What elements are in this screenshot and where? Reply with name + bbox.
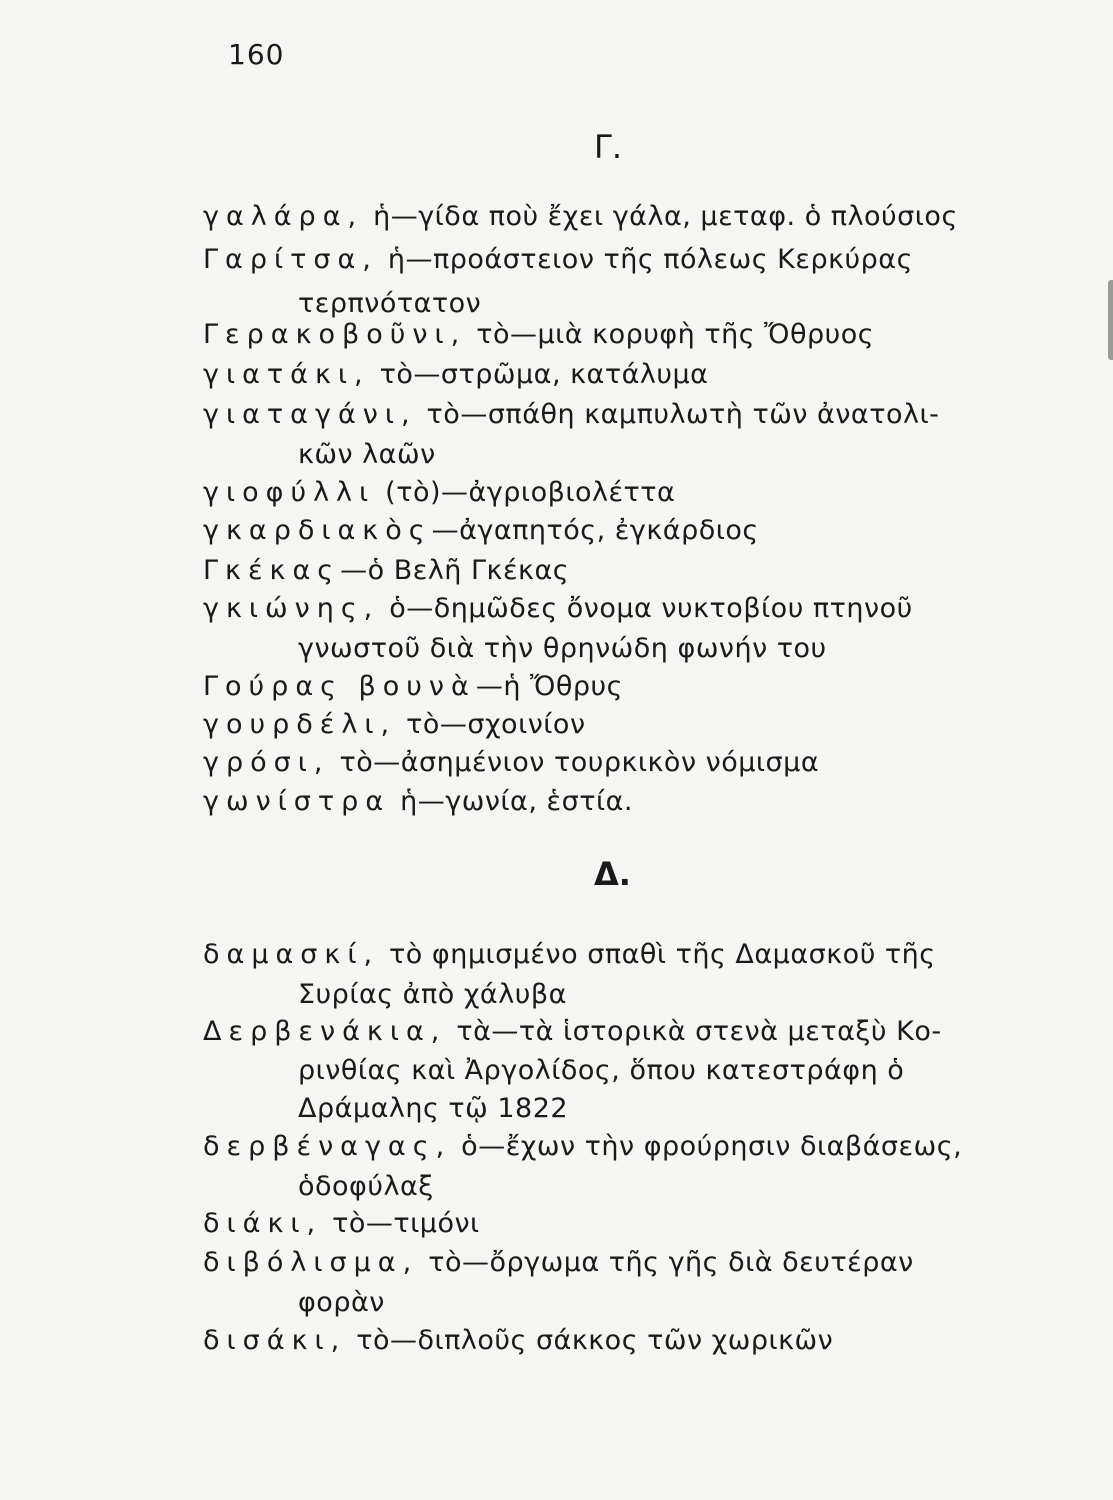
entry-definition: τὸ—ὄργωμα τῆς γῆς διὰ δευτέραν [428,1247,914,1278]
page-edge-mark [1108,280,1113,360]
dictionary-entry [203,356,1023,394]
entry-headword: διάκι, [203,1208,323,1239]
entry-continuation: γνωστοῦ διὰ τὴν θρηνώδη φωνήν του [298,633,827,664]
entry-definition: τὸ—στρῶμα, κατάλυμα [379,359,709,390]
dictionary-entry [203,744,1023,782]
dictionary-entry [203,783,1023,821]
entry-definition: ἡ—γίδα ποὺ ἔχει γάλα, μεταφ. ὁ πλούσιος [373,201,958,232]
entry-headword: γιαταγάνι, [203,399,417,430]
dictionary-entry [203,1128,1023,1166]
entry-definition: ἡ—γωνία, ἑστία. [400,786,633,817]
dictionary-entry [203,474,1023,512]
entry-headword: Δερβενάκια, [203,1016,447,1047]
dictionary-entry [203,668,1023,706]
entry-headword: γωνίστρα [203,786,391,817]
entry-continuation: ὁδοφύλαξ [298,1171,434,1202]
dictionary-entry [203,1244,1023,1282]
dictionary-entry [203,396,1023,434]
dictionary-entry [203,552,1023,590]
dictionary-entry [203,316,1023,354]
entry-headword: διβόλισμα, [203,1247,419,1278]
entry-continuation: Συρίας ἀπὸ χάλυβα [298,979,567,1010]
dictionary-entry [203,198,1023,236]
entry-headword: δαμασκί, [203,939,380,970]
entry-continuation: Δράμαλης τῷ 1822 [298,1093,569,1124]
entry-headword: γουρδέλι, [203,709,397,740]
entry-definition: τὸ—μιὰ κορυφὴ τῆς Ὄθρυος [476,319,875,350]
dictionary-entry [203,590,1023,628]
entry-definition: ὁ—ἔχων τὴν φρούρησιν διαβάσεως, [461,1131,963,1162]
entry-continuation: ρινθίας καὶ Ἀργολίδος, ὅπου κατεστράφη ὁ [298,1055,905,1086]
section-heading-gamma: Γ. [594,128,622,166]
page-number: 160 [228,38,285,71]
entry-headword: δερβέναγας, [203,1131,452,1162]
entry-headword: γκιώνης, [203,593,380,624]
entry-headword: δισάκι, [203,1325,347,1356]
dictionary-entry [203,241,1023,279]
entry-definition: τὸ—σχοινίον [406,709,586,740]
entry-continuation: φορὰν [298,1287,385,1318]
entry-definition: τὸ—διπλοῦς σάκκος τῶν χωρικῶν [356,1325,834,1356]
entry-headword: γιοφύλλι [203,477,376,508]
dictionary-entry [203,1013,1023,1051]
entry-headword: γρόσι, [203,747,330,778]
entry-definition: —ἡ Ὄθρυς [475,671,623,702]
entry-definition: τὸ—τιμόνι [332,1208,480,1239]
section-heading-delta: Δ. [594,855,631,893]
entry-headword: γιατάκι, [203,359,370,390]
entry-definition: ὁ—δημῶδες ὄνομα νυκτοβίου πτηνοῦ [389,593,913,624]
entry-headword: Γερακοβοῦνι, [203,319,467,350]
entry-continuation: κῶν λαῶν [298,439,436,470]
entry-definition: —ἀγαπητός, ἐγκάρδιος [431,515,759,546]
entry-definition: τὸ φημισμένο σπαθὶ τῆς Δαμασκοῦ τῆς [389,939,936,970]
dictionary-entry [203,706,1023,744]
entry-definition: ἡ—προάστειον τῆς πόλεως Κερκύρας [387,244,913,275]
entry-headword: γκαρδιακὸς [203,515,432,546]
entry-definition: τὰ—τὰ ἱστορικὰ στενὰ μεταξὺ Κο- [456,1016,942,1047]
dictionary-entry [203,512,1023,550]
entry-continuation: τερπνότατον [298,288,482,319]
dictionary-entry [203,936,1023,974]
entry-headword: γαλάρα, [203,201,364,232]
entry-definition: τὸ—σπάθη καμπυλωτὴ τῶν ἀνατολι- [426,399,940,430]
entry-headword: Γκέκας [203,555,341,586]
dictionary-entry [203,1205,1023,1243]
entry-headword: Γαρίτσα, [203,244,378,275]
entry-definition: —ὁ Βελῆ Γκέκας [340,555,570,586]
entry-definition: (τὸ)—ἀγριοβιολέττα [385,477,676,508]
entry-headword: Γούρας βουνὰ [203,671,476,702]
dictionary-entry [203,1322,1023,1360]
entry-definition: τὸ—ἀσημένιον τουρκικὸν νόμισμα [339,747,820,778]
